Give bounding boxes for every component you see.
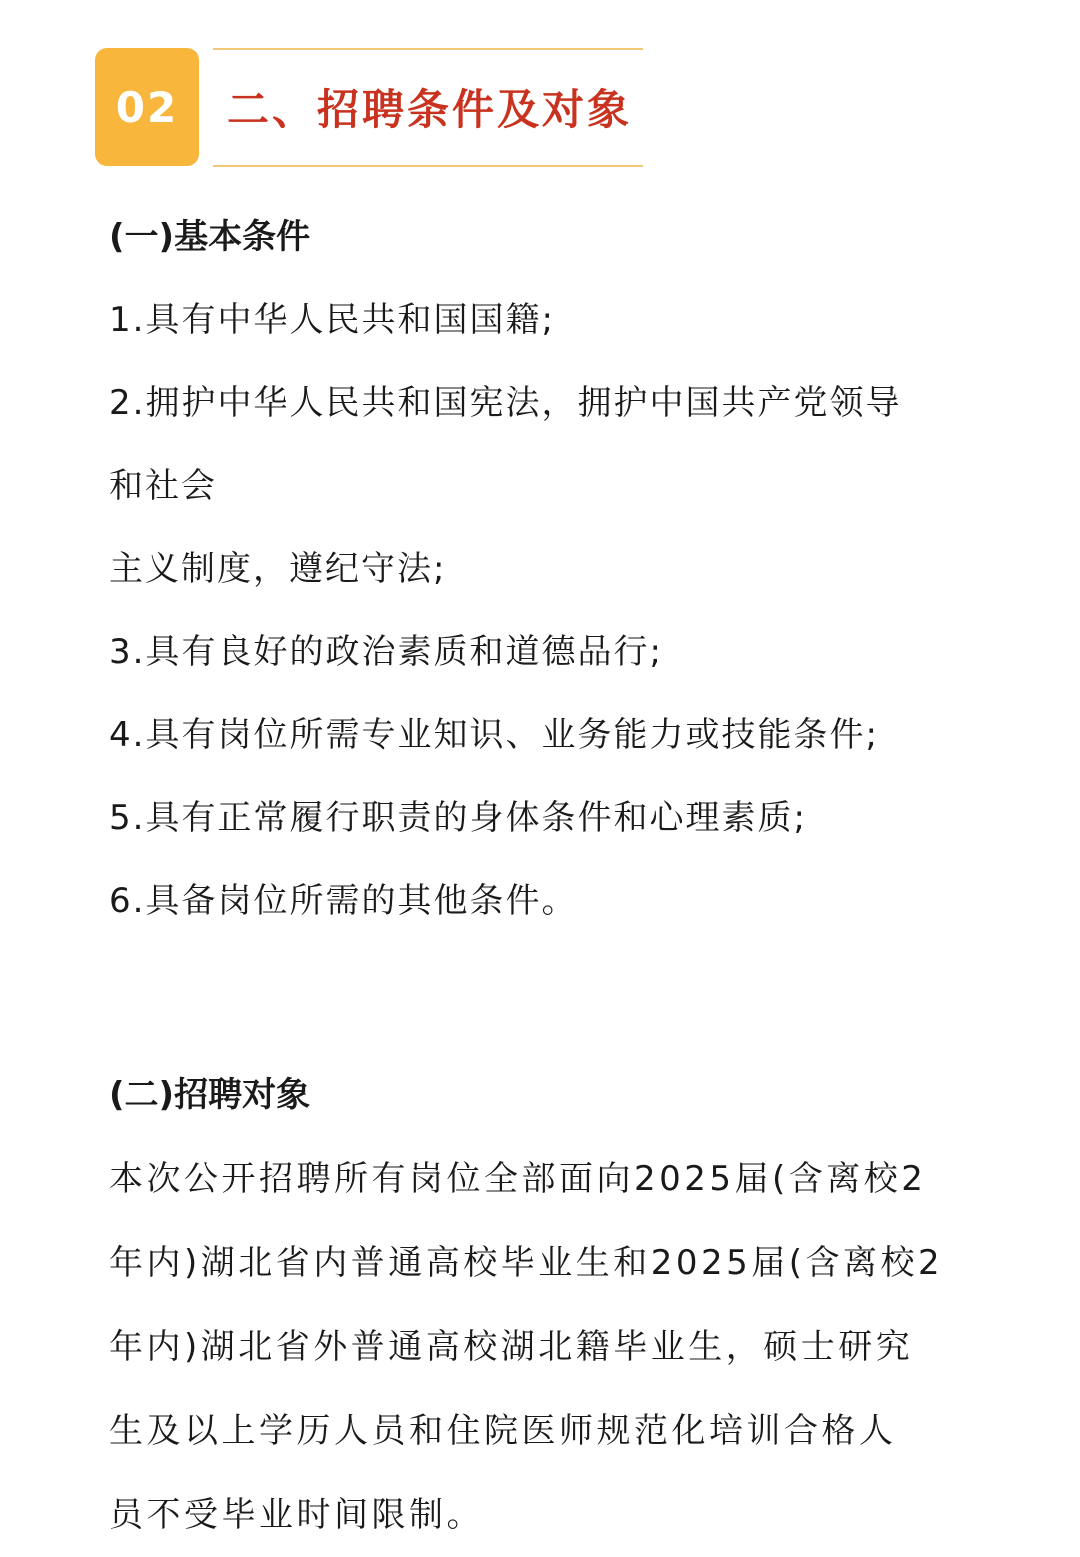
paragraph-line: 本次公开招聘所有岗位全部面向2025届(含离校2: [109, 1159, 927, 1199]
condition-item: 2.拥护中华人民共和国宪法，拥护中国共产党领导: [109, 383, 902, 423]
condition-item: 和社会: [109, 466, 217, 506]
condition-item: 6.具备岗位所需的其他条件。: [109, 881, 578, 921]
recruitment-targets-paragraph: [109, 1137, 979, 1557]
section-number-badge: 02: [95, 48, 199, 166]
paragraph-line: 年内)湖北省内普通高校毕业生和2025届(含离校2: [109, 1243, 944, 1283]
condition-item: 4.具有岗位所需专业知识、业务能力或技能条件;: [109, 715, 879, 755]
section-title: 二、招聘条件及对象: [227, 85, 633, 134]
section-spacer: [109, 943, 979, 1053]
recruitment-targets-heading: (二)招聘对象: [109, 1075, 311, 1115]
condition-item: 3.具有良好的政治素质和道德品行;: [109, 632, 663, 672]
section-header: [95, 48, 643, 168]
paragraph-line: 年内)湖北省外普通高校湖北籍毕业生，硕士研究: [109, 1327, 914, 1367]
paragraph-line: 生及以上学历人员和住院医师规范化培训合格人: [109, 1411, 897, 1451]
condition-item: 5.具有正常履行职责的身体条件和心理素质;: [109, 798, 807, 838]
condition-item: 主义制度，遵纪守法;: [109, 549, 447, 589]
condition-item: 1.具有中华人民共和国国籍;: [109, 300, 555, 340]
title-divider-bottom: [213, 165, 643, 167]
article-content: [109, 195, 979, 1557]
paragraph-line: 员不受毕业时间限制。: [109, 1495, 484, 1535]
basic-conditions-heading: (一)基本条件: [109, 217, 311, 257]
